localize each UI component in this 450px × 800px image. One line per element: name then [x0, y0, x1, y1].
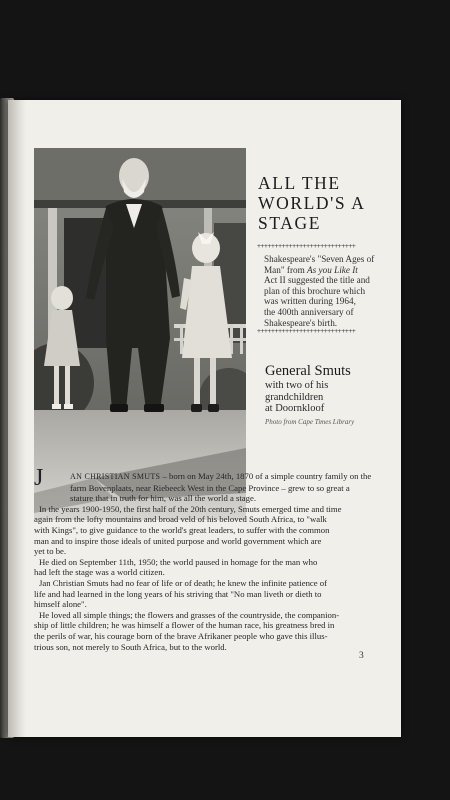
drop-cap: J [34, 465, 44, 491]
title-line: STAGE [258, 213, 321, 233]
body-line: In the years 1900-1950, the first half of the 20th century, Smuts emerged time and time [39, 503, 342, 514]
body-line: man and to inspire those ideals of united purpose and world government which are [34, 535, 322, 546]
caption-name: General Smuts [265, 363, 351, 379]
body-line: had left the stage was a world citizen. [34, 567, 165, 578]
body-line: himself alone". [34, 599, 87, 610]
intro-paragraph [264, 254, 384, 328]
body-line [34, 471, 382, 483]
intro-line: the 400th anniversary of [264, 306, 354, 317]
body-line: trious son, not merely to South Africa, but to the world. [34, 641, 227, 652]
caption-line: grandchildren [265, 391, 324, 403]
body-line: life and had learned in the long years of his striving that "No man liveth or dieth to [34, 588, 322, 599]
intro-line: Shakespeare's birth. [264, 317, 338, 328]
intro-line: Shakespeare's "Seven Ages of [264, 254, 375, 264]
body-line: Jan Christian Smuts had no fear of life or of death; he knew the infinite patience of [39, 577, 328, 588]
body-line: yet to be. [34, 546, 67, 557]
body-line: with Kings", to give guidance to the world's great leaders, to suffer with the common [34, 524, 330, 535]
body-line: stature that in truth for him, was all the world a stage. [70, 493, 257, 504]
body-line: ship of little children; he was himself a flower of the human race, his greatness bred in [34, 620, 335, 631]
book-page [8, 100, 401, 737]
intro-line: was written during 1964, [264, 296, 356, 307]
caption-line: at Doornkloof [265, 403, 325, 415]
intro-line: plan of this brochure which [264, 285, 366, 296]
cross-divider-top: ++++++++++++++++++++++++++++ [257, 242, 356, 250]
intro-text: Man" from [264, 264, 308, 275]
cross-divider-bottom: ++++++++++++++++++++++++++++ [257, 327, 356, 335]
play-title: As you Like It [307, 264, 358, 275]
body-line: farm Bovenplaats, near Riebeeck West in the Cape Province – grew to so great a [70, 482, 350, 493]
photo-smuts-with-grandchildren [34, 148, 246, 520]
body-line: again from the lofty mountains and broad veld of his beloved South Africa, to "walk [34, 514, 327, 525]
body-paragraphs [34, 471, 382, 652]
intro-line [264, 265, 384, 276]
body-text: – born on May 24th, 1870 of a simple country family on the [160, 471, 372, 481]
body-line: the perils of war, his courage born of the brave Afrikaner people who gave this illus- [34, 630, 328, 641]
intro-line: Act II suggested the title and [264, 275, 370, 286]
title-line: ALL THE [258, 173, 341, 193]
page-number: 3 [359, 651, 364, 661]
body-line: He loved all simple things; the flowers and grasses of the countryside, the companion- [39, 609, 340, 620]
page-title [258, 173, 388, 233]
caption-subtitle [265, 380, 385, 415]
body-line: He died on September 11th, 1950; the world paused in homage for the man who [39, 556, 318, 567]
title-line: WORLD'S A [258, 193, 366, 213]
photo-credit: Photo from Cape Times Library [265, 418, 355, 426]
page-gutter-shadow [8, 100, 26, 737]
lead-smallcaps: AN CHRISTIAN SMUTS [70, 472, 161, 481]
caption-line: with two of his [265, 380, 329, 391]
